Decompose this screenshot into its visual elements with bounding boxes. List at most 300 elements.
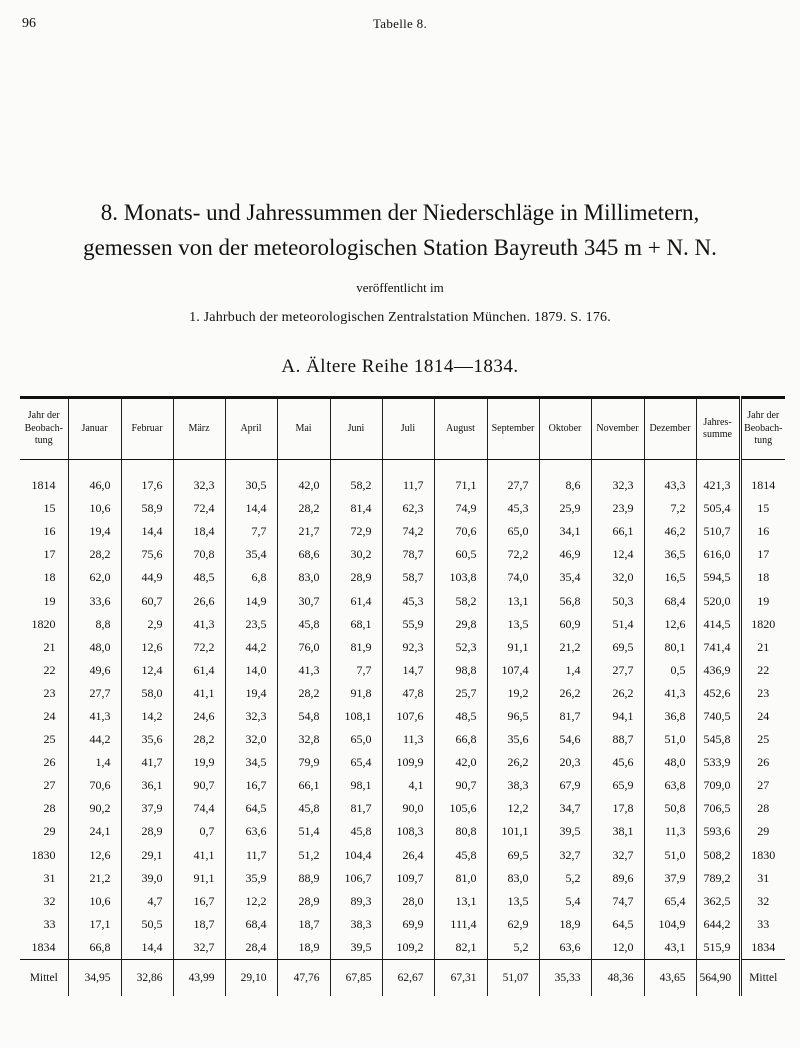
month-value-cell: 68,4 [225, 913, 277, 936]
month-value-cell: 30,2 [330, 543, 382, 566]
month-value-cell: 58,9 [121, 497, 173, 520]
month-value-cell: 12,6 [644, 613, 696, 636]
month-value-cell: 28,9 [330, 566, 382, 589]
month-value-cell: 109,9 [382, 751, 434, 774]
month-value-cell: 25,7 [434, 682, 487, 705]
table-row [20, 820, 785, 843]
annual-sum-cell: 644,2 [696, 913, 740, 936]
year-cell: Mittel [20, 959, 68, 996]
month-value-cell: 62,67 [382, 959, 434, 996]
month-value-cell: 61,4 [173, 659, 225, 682]
table-row [20, 589, 785, 612]
month-value-cell: 51,0 [644, 728, 696, 751]
month-value-cell: 63,6 [225, 820, 277, 843]
month-value-cell: 39,0 [121, 867, 173, 890]
month-value-cell: 62,9 [487, 913, 539, 936]
year-cell: 31 [43, 870, 56, 885]
spacer-cell [68, 460, 121, 475]
month-value-cell: 21,7 [277, 520, 330, 543]
month-value-cell: 70,6 [434, 520, 487, 543]
year-cell-right: 19 [740, 589, 785, 612]
month-value-cell: 16,7 [173, 890, 225, 913]
month-value-cell: 33,6 [68, 589, 121, 612]
year-header-right: Jahr der Beobach-tung [740, 398, 785, 460]
section-title: A. Ältere Reihe 1814—1834. [281, 356, 519, 377]
table-row [20, 913, 785, 936]
month-value-cell: 32,7 [173, 936, 225, 960]
month-value-cell: 37,9 [644, 867, 696, 890]
month-value-cell: 89,6 [591, 867, 644, 890]
table-row [20, 566, 785, 589]
month-value-cell: 43,65 [644, 959, 696, 996]
month-value-cell: 28,2 [277, 497, 330, 520]
month-value-cell: 24,6 [173, 705, 225, 728]
year-cell-right: 25 [740, 728, 785, 751]
month-value-cell: 58,2 [434, 589, 487, 612]
february-header: Februar [121, 398, 173, 460]
month-value-cell: 69,5 [591, 636, 644, 659]
month-value-cell: 23,9 [591, 497, 644, 520]
mean-row [20, 959, 785, 996]
month-value-cell: 18,9 [277, 936, 330, 960]
annual-sum-cell: 706,5 [696, 797, 740, 820]
month-value-cell: 28,4 [225, 936, 277, 960]
month-value-cell: 61,4 [330, 589, 382, 612]
annual-sum-cell: 508,2 [696, 844, 740, 867]
month-value-cell: 105,6 [434, 797, 487, 820]
month-value-cell: 81,9 [330, 636, 382, 659]
year-cell: 1830 [31, 847, 56, 862]
year-cell: 16 [43, 524, 56, 539]
month-value-cell: 91,8 [330, 682, 382, 705]
month-value-cell: 47,76 [277, 959, 330, 996]
month-value-cell: 41,1 [173, 682, 225, 705]
month-value-cell: 43,3 [644, 474, 696, 497]
month-value-cell: 32,8 [277, 728, 330, 751]
month-value-cell: 74,4 [173, 797, 225, 820]
month-value-cell: 32,0 [225, 728, 277, 751]
month-value-cell: 41,3 [644, 682, 696, 705]
spacer-cell [121, 460, 173, 475]
month-value-cell: 12,4 [121, 659, 173, 682]
month-value-cell: 5,4 [539, 890, 591, 913]
month-value-cell: 108,3 [382, 820, 434, 843]
main-title [0, 196, 800, 265]
december-header: Dezember [644, 398, 696, 460]
month-value-cell: 54,8 [277, 705, 330, 728]
month-value-cell: 71,1 [434, 474, 487, 497]
month-value-cell: 76,0 [277, 636, 330, 659]
month-value-cell: 26,2 [539, 682, 591, 705]
year-cell-right: 15 [740, 497, 785, 520]
month-value-cell: 47,8 [382, 682, 434, 705]
month-value-cell: 11,3 [644, 820, 696, 843]
table-row [20, 636, 785, 659]
month-value-cell: 26,4 [382, 844, 434, 867]
year-cell-right: 1814 [740, 474, 785, 497]
table-row [20, 890, 785, 913]
month-value-cell: 67,31 [434, 959, 487, 996]
month-value-cell: 65,0 [487, 520, 539, 543]
month-value-cell: 48,5 [434, 705, 487, 728]
month-value-cell: 72,2 [487, 543, 539, 566]
month-value-cell: 45,6 [591, 751, 644, 774]
may-header: Mai [277, 398, 330, 460]
annual-sum-header: Jahres-summe [696, 398, 740, 460]
month-value-cell: 17,1 [68, 913, 121, 936]
spacer-cell [487, 460, 539, 475]
table-row [20, 774, 785, 797]
year-cell-right: 1834 [740, 936, 785, 960]
month-value-cell: 38,1 [591, 820, 644, 843]
month-value-cell: 32,3 [173, 474, 225, 497]
year-cell-right: 29 [740, 820, 785, 843]
year-cell-right: 26 [740, 751, 785, 774]
month-value-cell: 32,3 [225, 705, 277, 728]
month-value-cell: 51,4 [591, 613, 644, 636]
year-cell-right: Mittel [740, 959, 785, 996]
month-value-cell: 48,5 [173, 566, 225, 589]
month-value-cell: 14,4 [225, 497, 277, 520]
month-value-cell: 106,7 [330, 867, 382, 890]
month-value-cell: 79,9 [277, 751, 330, 774]
annual-sum-cell: 414,5 [696, 613, 740, 636]
month-value-cell: 30,7 [277, 589, 330, 612]
month-value-cell: 88,7 [591, 728, 644, 751]
year-cell: 27 [43, 778, 56, 793]
year-cell: 33 [43, 916, 56, 931]
year-cell: 15 [43, 501, 56, 516]
month-value-cell: 74,0 [487, 566, 539, 589]
month-value-cell: 27,7 [487, 474, 539, 497]
month-value-cell: 14,9 [225, 589, 277, 612]
october-header: Oktober [539, 398, 591, 460]
month-value-cell: 44,9 [121, 566, 173, 589]
month-value-cell: 1,4 [68, 751, 121, 774]
month-value-cell: 8,6 [539, 474, 591, 497]
month-value-cell: 5,2 [487, 936, 539, 960]
main-title-line-1: 8. Monats- und Jahressummen der Niederschläge in Millimetern, [100, 200, 700, 225]
year-cell-right: 16 [740, 520, 785, 543]
month-value-cell: 41,3 [173, 613, 225, 636]
month-value-cell: 4,7 [121, 890, 173, 913]
month-value-cell: 51,0 [644, 844, 696, 867]
month-value-cell: 45,8 [434, 844, 487, 867]
month-value-cell: 26,6 [173, 589, 225, 612]
month-value-cell: 29,8 [434, 613, 487, 636]
month-value-cell: 49,6 [68, 659, 121, 682]
month-value-cell: 111,4 [434, 913, 487, 936]
month-value-cell: 41,3 [277, 659, 330, 682]
month-value-cell: 38,3 [487, 774, 539, 797]
month-value-cell: 4,1 [382, 774, 434, 797]
month-value-cell: 65,0 [330, 728, 382, 751]
month-value-cell: 63,6 [539, 936, 591, 960]
month-value-cell: 36,5 [644, 543, 696, 566]
month-value-cell: 14,2 [121, 705, 173, 728]
month-value-cell: 7,7 [330, 659, 382, 682]
year-cell: 1814 [31, 478, 56, 493]
month-value-cell: 35,33 [539, 959, 591, 996]
month-value-cell: 11,7 [225, 844, 277, 867]
annual-sum-cell: 505,4 [696, 497, 740, 520]
spacer-cell [591, 460, 644, 475]
month-value-cell: 78,7 [382, 543, 434, 566]
table-row [20, 497, 785, 520]
month-value-cell: 80,8 [434, 820, 487, 843]
month-value-cell: 74,2 [382, 520, 434, 543]
month-value-cell: 62,0 [68, 566, 121, 589]
year-cell-right: 21 [740, 636, 785, 659]
month-value-cell: 88,9 [277, 867, 330, 890]
spacer-cell [740, 460, 785, 475]
month-value-cell: 29,1 [121, 844, 173, 867]
month-value-cell: 58,0 [121, 682, 173, 705]
month-value-cell: 12,6 [68, 844, 121, 867]
month-value-cell: 12,2 [487, 797, 539, 820]
year-cell-right: 28 [740, 797, 785, 820]
april-header: April [225, 398, 277, 460]
month-value-cell: 14,7 [382, 659, 434, 682]
month-value-cell: 51,2 [277, 844, 330, 867]
table-row [20, 844, 785, 867]
month-value-cell: 24,1 [68, 820, 121, 843]
month-value-cell: 69,5 [487, 844, 539, 867]
month-value-cell: 19,9 [173, 751, 225, 774]
month-value-cell: 81,0 [434, 867, 487, 890]
table-row [20, 613, 785, 636]
month-value-cell: 17,8 [591, 797, 644, 820]
month-value-cell: 11,7 [382, 474, 434, 497]
month-value-cell: 58,2 [330, 474, 382, 497]
month-value-cell: 34,95 [68, 959, 121, 996]
month-value-cell: 32,7 [591, 844, 644, 867]
month-value-cell: 13,5 [487, 613, 539, 636]
month-value-cell: 46,0 [68, 474, 121, 497]
month-value-cell: 101,1 [487, 820, 539, 843]
year-cell: 26 [43, 755, 56, 770]
month-value-cell: 35,6 [487, 728, 539, 751]
year-cell-right: 17 [740, 543, 785, 566]
month-value-cell: 48,36 [591, 959, 644, 996]
month-value-cell: 43,99 [173, 959, 225, 996]
year-cell: 1834 [31, 939, 56, 954]
month-value-cell: 28,9 [121, 820, 173, 843]
year-cell-right: 24 [740, 705, 785, 728]
year-cell-right: 23 [740, 682, 785, 705]
table-row [20, 705, 785, 728]
month-value-cell: 0,7 [173, 820, 225, 843]
month-value-cell: 18,4 [173, 520, 225, 543]
month-value-cell: 14,4 [121, 520, 173, 543]
month-value-cell: 74,7 [591, 890, 644, 913]
spacer-cell [173, 460, 225, 475]
month-value-cell: 32,0 [591, 566, 644, 589]
month-value-cell: 46,2 [644, 520, 696, 543]
month-value-cell: 82,1 [434, 936, 487, 960]
month-value-cell: 25,9 [539, 497, 591, 520]
month-value-cell: 60,5 [434, 543, 487, 566]
month-value-cell: 66,1 [277, 774, 330, 797]
month-value-cell: 21,2 [539, 636, 591, 659]
month-value-cell: 13,5 [487, 890, 539, 913]
page-number: 96 [22, 16, 36, 31]
month-value-cell: 48,0 [644, 751, 696, 774]
year-cell-right: 1830 [740, 844, 785, 867]
year-cell: 29 [43, 824, 56, 839]
year-cell: 18 [43, 570, 56, 585]
month-value-cell: 14,0 [225, 659, 277, 682]
month-value-cell: 45,8 [330, 820, 382, 843]
month-value-cell: 26,2 [591, 682, 644, 705]
month-value-cell: 34,1 [539, 520, 591, 543]
month-value-cell: 48,0 [68, 636, 121, 659]
month-value-cell: 45,3 [382, 589, 434, 612]
annual-sum-cell: 362,5 [696, 890, 740, 913]
month-value-cell: 98,8 [434, 659, 487, 682]
month-value-cell: 12,6 [121, 636, 173, 659]
spacer-cell [434, 460, 487, 475]
spacer-cell [644, 460, 696, 475]
table-body [20, 460, 785, 996]
month-value-cell: 27,7 [591, 659, 644, 682]
spacer-cell [330, 460, 382, 475]
month-value-cell: 58,7 [382, 566, 434, 589]
year-cell: 19 [43, 593, 56, 608]
month-value-cell: 12,2 [225, 890, 277, 913]
spacer-cell [539, 460, 591, 475]
annual-sum-cell: 452,6 [696, 682, 740, 705]
month-value-cell: 66,8 [68, 936, 121, 960]
month-value-cell: 89,3 [330, 890, 382, 913]
month-value-cell: 81,7 [330, 797, 382, 820]
month-value-cell: 103,8 [434, 566, 487, 589]
month-value-cell: 63,8 [644, 774, 696, 797]
month-value-cell: 45,8 [277, 797, 330, 820]
table-row [20, 543, 785, 566]
year-cell-right: 32 [740, 890, 785, 913]
january-header: Januar [68, 398, 121, 460]
table-row [20, 936, 785, 960]
month-value-cell: 35,4 [225, 543, 277, 566]
month-value-cell: 18,7 [173, 913, 225, 936]
month-value-cell: 50,5 [121, 913, 173, 936]
june-header: Juni [330, 398, 382, 460]
month-value-cell: 98,1 [330, 774, 382, 797]
month-value-cell: 64,5 [591, 913, 644, 936]
month-value-cell: 10,6 [68, 890, 121, 913]
month-value-cell: 32,7 [539, 844, 591, 867]
main-title-line-2: gemessen von der meteorologischen Station Bayreuth 345 m + N. N. [83, 234, 717, 260]
annual-sum-cell: 520,0 [696, 589, 740, 612]
month-value-cell: 17,6 [121, 474, 173, 497]
month-value-cell: 0,5 [644, 659, 696, 682]
annual-sum-cell: 510,7 [696, 520, 740, 543]
month-value-cell: 68,6 [277, 543, 330, 566]
month-value-cell: 83,0 [277, 566, 330, 589]
month-value-cell: 51,07 [487, 959, 539, 996]
annual-sum-cell: 545,8 [696, 728, 740, 751]
month-value-cell: 16,5 [644, 566, 696, 589]
month-value-cell: 68,1 [330, 613, 382, 636]
month-value-cell: 72,4 [173, 497, 225, 520]
month-value-cell: 91,1 [173, 867, 225, 890]
month-value-cell: 34,5 [225, 751, 277, 774]
year-cell: 25 [43, 732, 56, 747]
month-value-cell: 28,2 [173, 728, 225, 751]
table-row [20, 520, 785, 543]
table-row [20, 867, 785, 890]
month-value-cell: 29,10 [225, 959, 277, 996]
month-value-cell: 67,85 [330, 959, 382, 996]
month-value-cell: 38,3 [330, 913, 382, 936]
month-value-cell: 65,9 [591, 774, 644, 797]
publication-note: veröffentlicht im [356, 280, 444, 295]
august-header: August [434, 398, 487, 460]
month-value-cell: 35,6 [121, 728, 173, 751]
month-value-cell: 39,5 [330, 936, 382, 960]
precipitation-table [20, 396, 785, 996]
month-value-cell: 66,8 [434, 728, 487, 751]
month-value-cell: 28,2 [277, 682, 330, 705]
month-value-cell: 41,1 [173, 844, 225, 867]
table-row [20, 474, 785, 497]
year-cell: 17 [43, 547, 56, 562]
year-cell-right: 31 [740, 867, 785, 890]
month-value-cell: 20,3 [539, 751, 591, 774]
month-value-cell: 50,3 [591, 589, 644, 612]
month-value-cell: 13,1 [434, 890, 487, 913]
year-cell: 21 [43, 639, 56, 654]
month-value-cell: 60,7 [121, 589, 173, 612]
month-value-cell: 68,4 [644, 589, 696, 612]
year-cell: 23 [43, 685, 56, 700]
month-value-cell: 41,3 [68, 705, 121, 728]
spacer-cell [277, 460, 330, 475]
month-value-cell: 104,4 [330, 844, 382, 867]
month-value-cell: 109,2 [382, 936, 434, 960]
month-value-cell: 2,9 [121, 613, 173, 636]
month-value-cell: 50,8 [644, 797, 696, 820]
month-value-cell: 12,4 [591, 543, 644, 566]
table-row [20, 659, 785, 682]
annual-sum-cell: 436,9 [696, 659, 740, 682]
month-value-cell: 65,4 [644, 890, 696, 913]
month-value-cell: 44,2 [68, 728, 121, 751]
year-cell-right: 1820 [740, 613, 785, 636]
month-value-cell: 51,4 [277, 820, 330, 843]
month-value-cell: 5,2 [539, 867, 591, 890]
september-header: September [487, 398, 539, 460]
month-value-cell: 74,9 [434, 497, 487, 520]
month-value-cell: 14,4 [121, 936, 173, 960]
annual-sum-cell: 740,5 [696, 705, 740, 728]
year-cell-right: 22 [740, 659, 785, 682]
july-header: Juli [382, 398, 434, 460]
march-header: März [173, 398, 225, 460]
month-value-cell: 16,7 [225, 774, 277, 797]
month-value-cell: 56,8 [539, 589, 591, 612]
month-value-cell: 67,9 [539, 774, 591, 797]
year-cell-right: 18 [740, 566, 785, 589]
month-value-cell: 35,4 [539, 566, 591, 589]
year-cell: 32 [43, 893, 56, 908]
annual-sum-cell: 515,9 [696, 936, 740, 960]
month-value-cell: 80,1 [644, 636, 696, 659]
month-value-cell: 32,3 [591, 474, 644, 497]
month-value-cell: 34,7 [539, 797, 591, 820]
month-value-cell: 35,9 [225, 867, 277, 890]
